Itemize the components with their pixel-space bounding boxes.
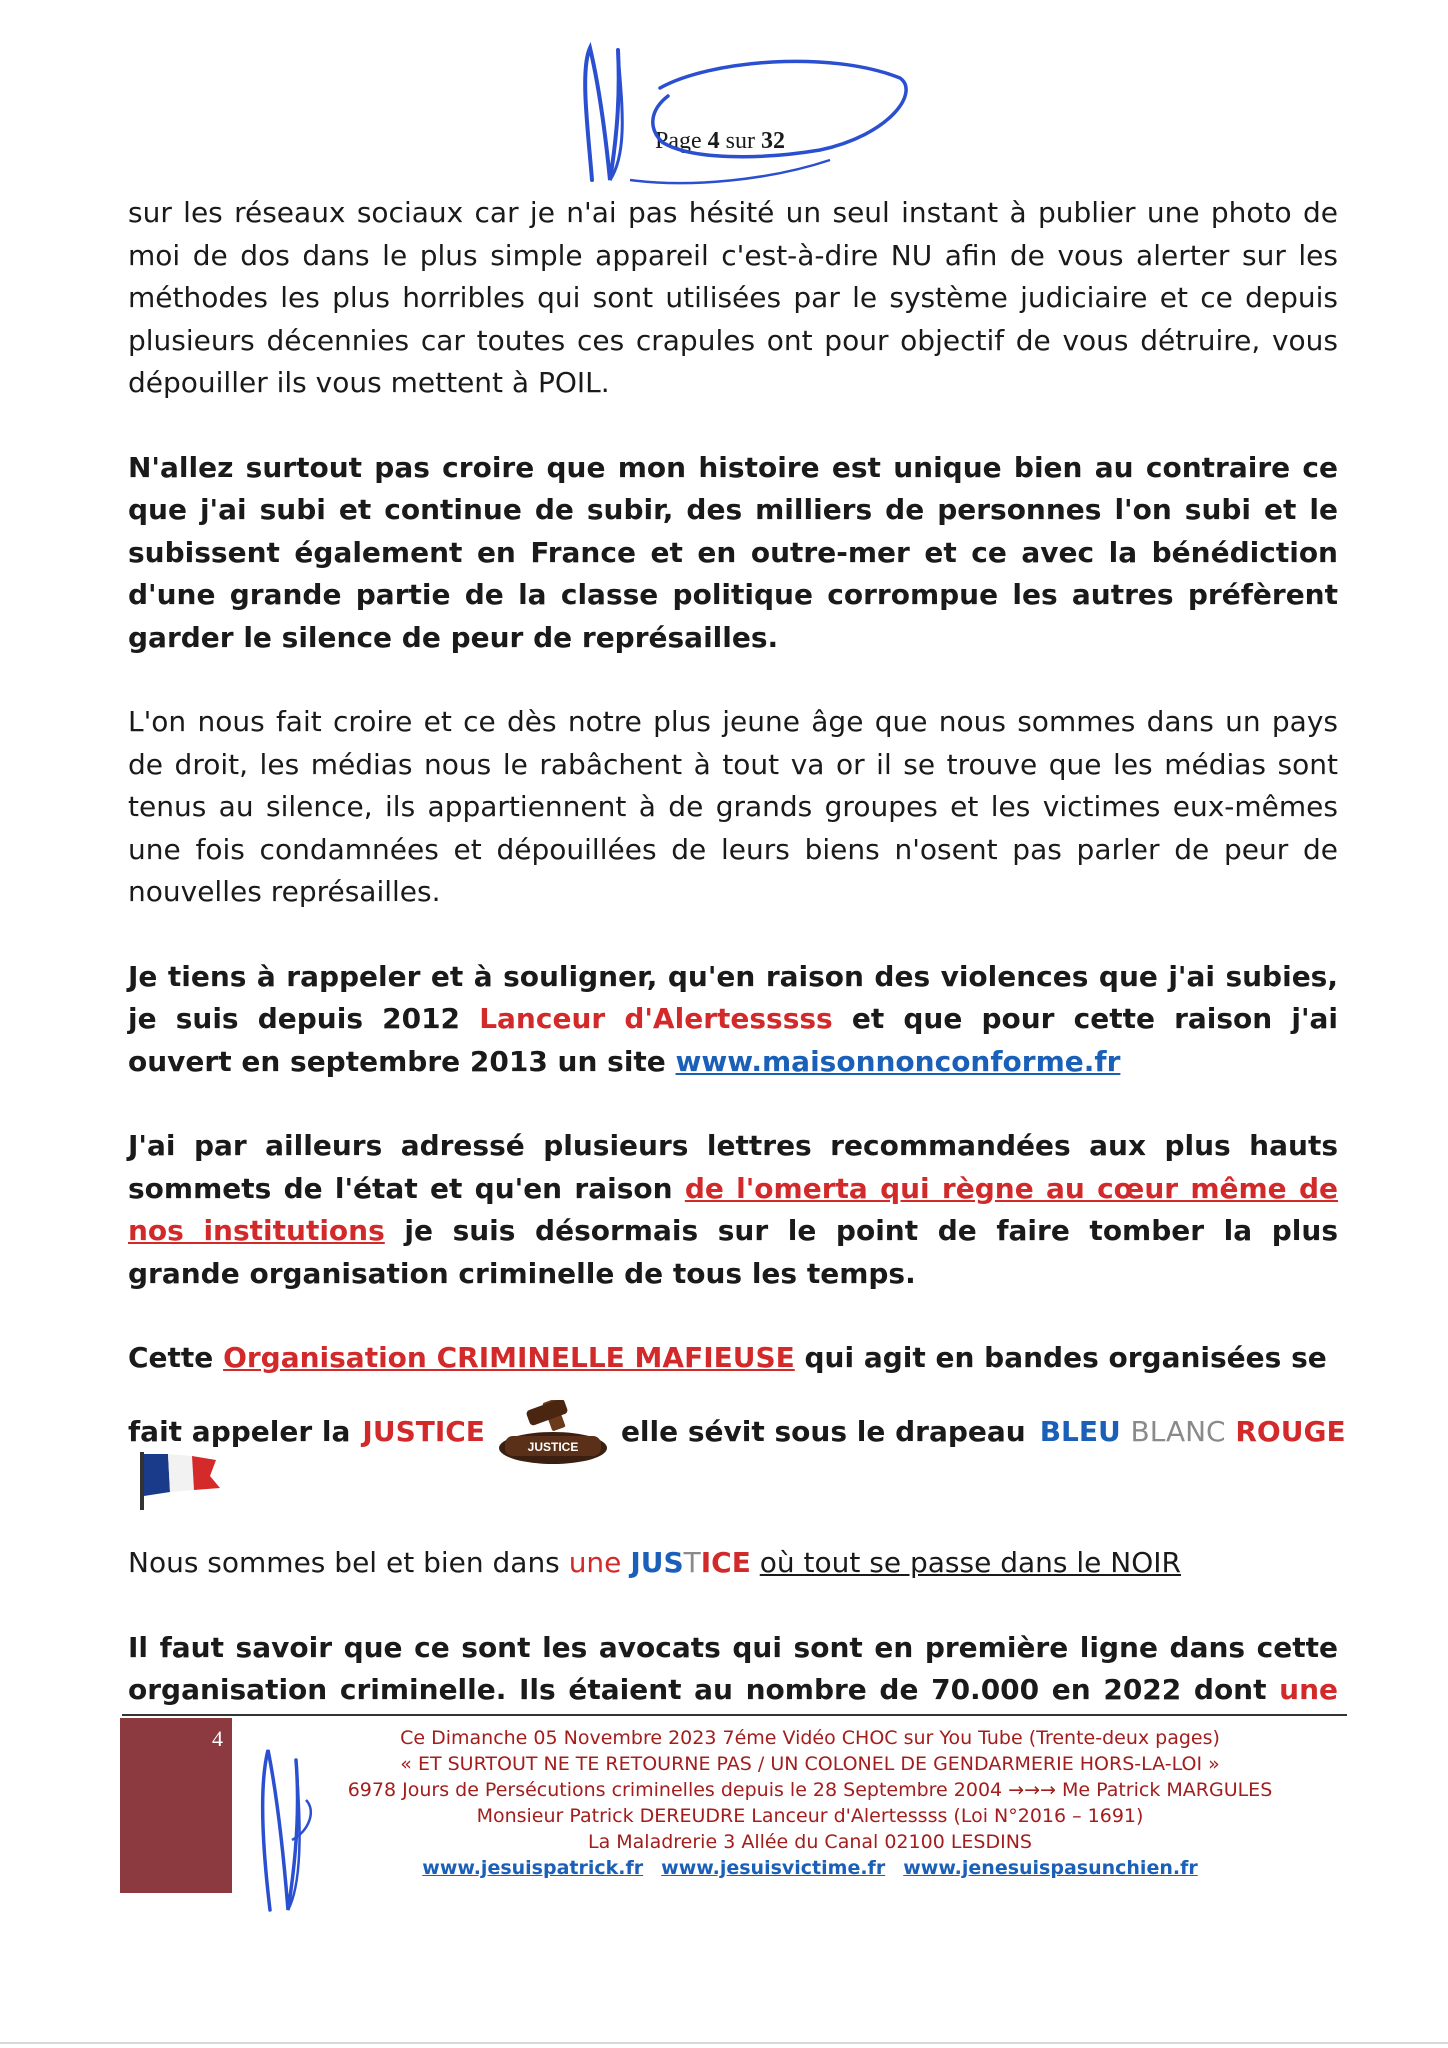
french-flag-icon: [136, 1446, 226, 1512]
footer-link-jesuispatrick[interactable]: www.jesuispatrick.fr: [422, 1857, 644, 1879]
gavel-icon: [497, 1400, 609, 1466]
footer-link-jenesuispasunchien[interactable]: www.jenesuispasunchien.fr: [903, 1857, 1198, 1879]
organisation-text: Organisation CRIMINELLE MAFIEUSE: [223, 1341, 795, 1374]
footer-divider: [122, 1714, 1347, 1716]
paragraph-4: Je tiens à rappeler et à souligner, qu'en raison des violences que j'ai subies, je suis depuis 2012 Lanceur d'Alertesssss et que pour cette raison j'ai ouvert en septembre 2013 un site www.maisonnonconforme.fr: [128, 959, 1339, 1078]
paragraph-1: sur les réseaux sociaux car je n'ai pas hésité un seul instant à publier une photo de moi de dos dans le plus simple appareil c'est-à-dire NU afin de vous alerter sur les méthodes les plus horribles qui sont utilisées par le système judiciaire et ce depuis plusieurs décennies car toutes ces crapules ont pour objectif de vous détruire, vous dépouiller ils vous mettent à POIL.: [128, 196, 1338, 399]
omerta-text: de l'omerta qui règne au cœur même de nos institutions: [128, 1171, 1338, 1247]
whistleblower-text: Lanceur d'Alertesssss: [479, 1002, 833, 1035]
page-number-header: Page 4 sur 32: [655, 128, 785, 154]
bottom-edge-line: [0, 2042, 1448, 2044]
handwritten-initials-top: [570, 30, 930, 200]
footer-page-box: [120, 1718, 232, 1893]
paragraph-6: Cette Organisation CRIMINELLE MAFIEUSE qui agit en bandes organisées se: [128, 1341, 1327, 1374]
justice-line: fait appeler la JUSTICE JUSTICE elle sévit sous le drapeau BLEU BLANC ROUGE: [128, 1400, 1338, 1466]
gavel-label: JUSTICE: [527, 1439, 579, 1454]
site-link-maisonnonconforme[interactable]: www.maisonnonconforme.fr: [675, 1044, 1121, 1078]
paragraph-2: N'allez surtout pas croire que mon histoire est unique bien au contraire ce que j'ai subi et continue de subir, des milliers de personnes l'on subi et le subissent également en France et en outre-mer et ce avec la bénédiction d'une grande partie de la classe politique corrompue les autres préfèrent garder le silence de peur de représailles.: [128, 450, 1338, 654]
paragraph-8: Il faut savoir que ce sont les avocats qui sont en première ligne dans cette organisation criminelle. Ils étaient au nombre de 70.000 en 2022 dont une: [128, 1630, 1339, 1706]
paragraph-7: Nous sommes bel et bien dans une JUSTICE où tout se passe dans le NOIR: [128, 1546, 1181, 1579]
paragraph-5: J'ai par ailleurs adressé plusieurs lettres recommandées aux plus hauts sommets de l'état et qu'en raison de l'omerta qui règne au cœur même de nos institutions je suis désormais sur le point de faire tomber la plus grande organisation criminelle de tous les temps.: [128, 1129, 1339, 1290]
footer-page-number: 4: [212, 1726, 223, 1751]
paragraph-3: L'on nous fait croire et ce dès notre plus jeune âge que nous sommes dans un pays de droit, les médias nous le rabâchent à tout va or il se trouve que les médias sont tenus au silence, ils appartiennent à de grands groupes et les victimes eux-mêmes une fois condamnées et dépouillées de leurs biens n'osent pas parler de peur de nouvelles représailles.: [128, 705, 1338, 908]
footer-text: Ce Dimanche 05 Novembre 2023 7éme Vidéo CHOC sur You Tube (Trente-deux pages) « ET SURTOUT NE TE RETOURNE PAS / UN COLONEL DE GENDARMERIE HORS-LA-LOI » 6978 Jours de Persécutions criminelles depuis le 28 Septembre 2004 →→→ Me Patrick MARGULES Monsieur Patrick DEREUDRE Lanceur d'Alertessss (Loi N°2016 – 1691) La Maladrerie 3 Allée du Canal 02100 LESDINS www.jesuispatrick.fr www.jesuisvictime.fr www.jenesuispasunchien.fr: [290, 1725, 1330, 1881]
footer-link-jesuisvictime[interactable]: www.jesuisvictime.fr: [661, 1857, 886, 1879]
footer-links: [290, 1855, 1330, 1881]
document-body: [128, 192, 1346, 1796]
